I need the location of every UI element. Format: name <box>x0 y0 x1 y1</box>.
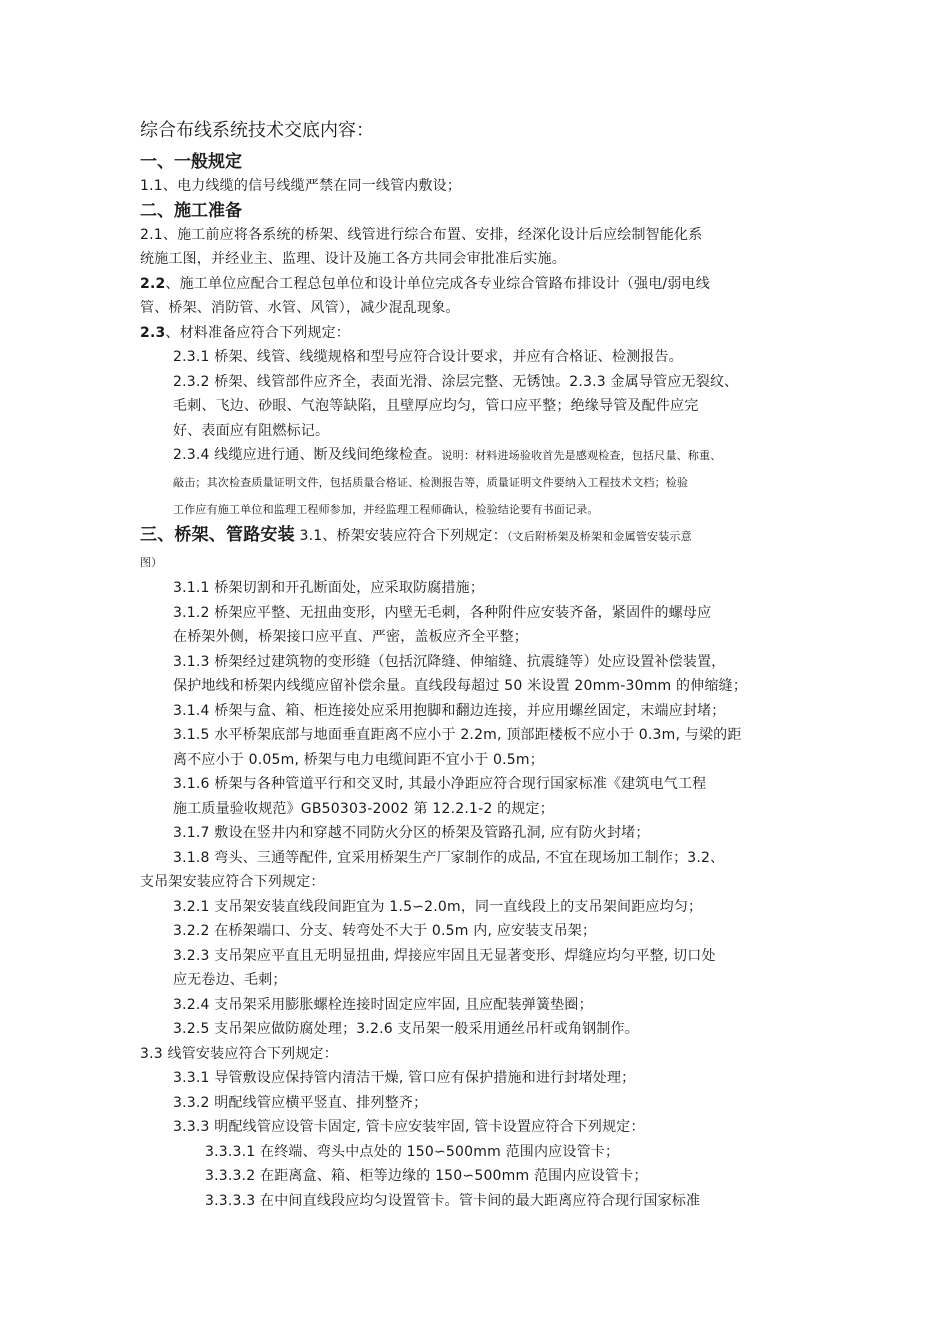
para-3-1-note: （文后附桥架及桥架和金属管安装示意 <box>506 529 692 543</box>
para-3-2-2: 3.2.2 在桥架端口、分支、转弯处不大于 0.5m 内, 应安装支吊架； <box>173 923 597 939</box>
para-3-1-5-line2: 离不应小于 0.05m, 桥架与电力电缆间距不宜小于 0.5m； <box>173 751 544 768</box>
para-3-2-3-line1: 3.2.3 支吊架应平直且无明显扭曲, 焊接应牢固且无显著变形、焊缝应均匀平整, 切口处 <box>173 947 716 964</box>
para-2-3-text: 、材料准备应符合下列规定： <box>165 324 351 341</box>
para-3-1-1: 3.1.1 桥架切割和开孔断面处，应采取防腐措施； <box>173 580 485 596</box>
para-2-3-2-line1: 2.3.2 桥架、线管部件应齐全，表面光滑、涂层完整、无锈蚀。2.3.3 金属导管应无裂纹、 <box>173 373 739 390</box>
para-3-2-5: 3.2.5 支吊架应做防腐处理；3.2.6 支吊架一般采用通丝吊杆或角钢制作。 <box>173 1021 639 1037</box>
para-2-1-line1: 2.1、施工前应将各系统的桥架、线管进行综合布置、安排，经深化设计后应绘制智能化系 <box>140 226 703 243</box>
section-2-heading: 二、施工准备 <box>140 200 242 221</box>
para-3-1-4: 3.1.4 桥架与盒、箱、柜连接处应采用抱脚和翻边连接，并应用螺丝固定，末端应封堵； <box>173 702 726 719</box>
para-3-1-3-line1: 3.1.3 桥架经过建筑物的变形缝（包括沉降缝、伸缩缝、抗震缝等）处应设置补偿装置， <box>173 653 726 670</box>
para-3-1-8-line1: 3.1.8 弯头、三通等配件, 宜采用桥架生产厂家制作的成品, 不宜在现场加工制作；3.2、 <box>173 849 725 866</box>
para-2-3-4-note-line2: 敲击；其次检查质量证明文件，包括质量合格证、检测报告等，质量证明文件要纳入工程技术文档；检验 <box>173 475 689 489</box>
para-3-2-3-line2: 应无卷边、毛刺； <box>173 972 287 988</box>
para-3-1-2-line1: 3.1.2 桥架应平整、无扭曲变形，内壁无毛刺，各种附件应安装齐备，紧固件的螺母应 <box>173 604 712 621</box>
document-title: 综合布线系统技术交底内容： <box>140 120 374 141</box>
para-2-2-text: 、施工单位应配合工程总包单位和设计单位完成各专业综合管路布排设计（强电/弱电线 <box>165 275 710 292</box>
para-3-3-3: 3.3.3 明配线管应设管卡固定, 管卡应安装牢固, 管卡设置应符合下列规定： <box>173 1119 645 1135</box>
para-3-1: 3.1、桥架安装应符合下列规定： <box>294 527 507 544</box>
para-3-1-5-line1: 3.1.5 水平桥架底部与地面垂直距离不应小于 2.2m, 顶部距楼板不应小于 0.3m, 与梁的距 <box>173 727 742 743</box>
para-3-1-8-line2: 支吊架安装应符合下列规定： <box>140 874 325 890</box>
para-2-1-line2: 统施工图，并经业主、监理、设计及施工各方共同会审批准后实施。 <box>140 251 566 267</box>
para-2-2-line2: 管、桥架、消防管、水管、风管），减少混乱现象。 <box>140 300 460 316</box>
para-3-1-2-line2: 在桥架外侧，桥架接口应平直、严密，盖板应齐全平整； <box>173 629 528 645</box>
para-2-3 <box>140 321 830 346</box>
para-2-2-number: 2.2 <box>140 275 166 292</box>
para-3-3: 3.3 线管安装应符合下列规定： <box>140 1045 338 1062</box>
para-3-1-6-line1: 3.1.6 桥架与各种管道平行和交叉时, 其最小净距应符合现行国家标准《建筑电气工程 <box>173 776 707 792</box>
para-3-2-1: 3.2.1 支吊架安装直线段间距宜为 1.5∽2.0m，同一直线段上的支吊架间距应均匀； <box>173 898 703 915</box>
section-3-lead <box>140 523 830 550</box>
para-2-3-2-line3: 好、表面应有阻燃标记。 <box>173 422 330 439</box>
para-2-3-2-line2: 毛刺、飞边、砂眼、气泡等缺陷，且壁厚应均匀，管口应平整；绝缘导管及配件应完 <box>173 398 699 414</box>
para-2-3-1: 2.3.1 桥架、线管、线缆规格和型号应符合设计要求，并应有合格证、检测报告。 <box>173 349 683 365</box>
para-2-3-4 <box>140 443 830 469</box>
document-body <box>140 116 830 1213</box>
para-2-3-4-note-line3: 工作应有施工单位和监理工程师参加，并经监理工程师确认，检验结论要有书面记录。 <box>173 502 599 516</box>
para-2-3-4-text: 2.3.4 线缆应进行通、断及线间绝缘检查。 <box>173 447 442 463</box>
para-1-1: 1.1、电力线缆的信号线缆严禁在同一线管内敷设； <box>140 178 462 194</box>
para-3-2-4: 3.2.4 支吊架采用膨胀螺栓连接时固定应牢固, 且应配装弹簧垫圈； <box>173 996 593 1013</box>
para-3-1-7: 3.1.7 敷设在竖井内和穿越不同防火分区的桥架及管路孔洞, 应有防火封堵； <box>173 825 650 841</box>
para-2-3-4-note: 说明：材料进场验收首先是感观检查，包括尺量、称重、 <box>441 449 722 462</box>
para-3-3-1: 3.3.1 导管敷设应保持管内清洁干燥, 管口应有保护措施和进行封堵处理； <box>173 1070 636 1086</box>
para-2-2-line1 <box>140 272 830 297</box>
para-3-3-3-2: 3.3.3.2 在距离盒、箱、柜等边缘的 150∽500mm 范围内应设管卡； <box>205 1168 648 1184</box>
para-3-1-3-line2: 保护地线和桥架内线缆应留补偿余量。直线段每超过 50 米设置 20mm-30mm 的伸缩缝； <box>173 678 748 694</box>
para-3-1-note-line2: 图） <box>140 556 163 569</box>
para-3-3-3-1: 3.3.3.1 在终端、弯头中点处的 150∽500mm 范围内应设管卡； <box>205 1143 620 1160</box>
para-3-1-6-line2: 施工质量验收规范》GB50303-2002 第 12.2.1-2 的规定； <box>173 800 554 817</box>
para-2-3-number: 2.3 <box>140 324 166 341</box>
para-3-3-3-3: 3.3.3.3 在中间直线段应均匀设置管卡。管卡间的最大距离应符合现行国家标准 <box>205 1192 701 1209</box>
para-3-3-2: 3.3.2 明配线管应横平竖直、排列整齐； <box>173 1094 428 1111</box>
section-3-heading: 三、桥架、管路安装 <box>140 524 295 545</box>
section-1-heading: 一、一般规定 <box>140 152 242 172</box>
